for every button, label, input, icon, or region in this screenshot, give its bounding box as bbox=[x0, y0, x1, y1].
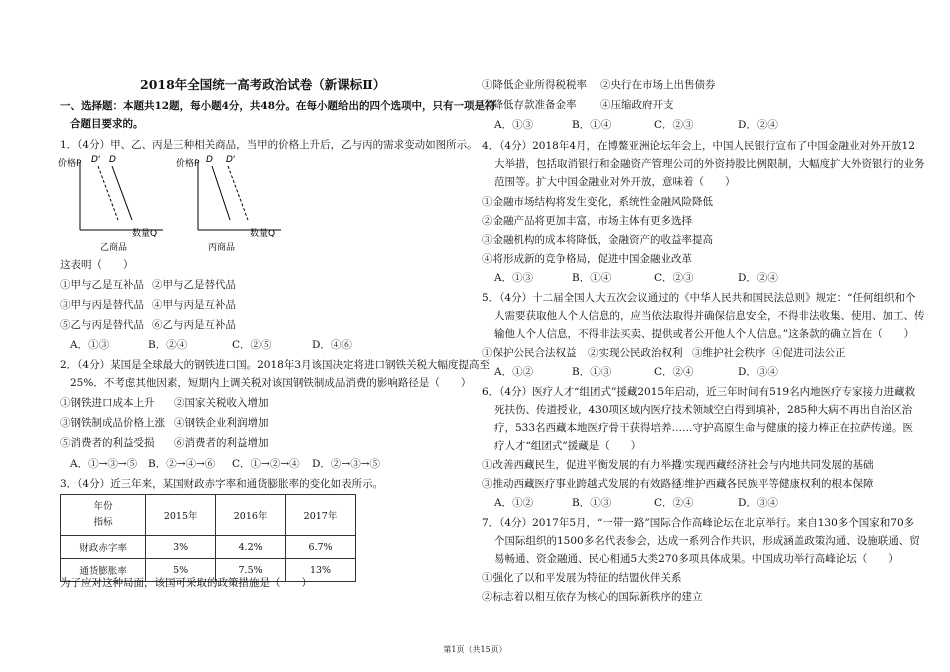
q1-choice-d: D．④⑥ bbox=[312, 339, 352, 351]
q1-right-caption: 丙商品 bbox=[208, 243, 236, 252]
q1-left-caption: 乙商品 bbox=[100, 243, 128, 252]
q2-choice-b: B．②→④→⑥ bbox=[148, 458, 216, 470]
q1-stem: 1．（4分）甲、乙、丙是三种相关商品，当甲的价格上升后，乙与丙的需求变动如图所示。 bbox=[60, 139, 478, 151]
q1-item-1: ①甲与乙是互补品 bbox=[60, 279, 144, 291]
q4-choice-a: A．①③ bbox=[494, 272, 534, 284]
table-row bbox=[61, 536, 356, 559]
q3-item-3: ③降低存款准备金率 bbox=[482, 99, 577, 111]
q1-right-curve2-label: D' bbox=[226, 155, 236, 165]
q4-stem-line3: 范围等。扩大中国金融业对外开放，意味着（ ） bbox=[494, 176, 736, 188]
q5-item-1: ①保护公民合法权益 bbox=[482, 347, 577, 359]
q6-item-4: ④维护西藏各民族平等健康权利的根本保障 bbox=[674, 478, 874, 490]
q7-item-2: ②标志着以相互依存为核心的国际新秩序的建立 bbox=[482, 591, 703, 603]
q3-year-2017: 2017年 bbox=[286, 495, 356, 536]
q3-choice-b: B．①④ bbox=[572, 119, 612, 131]
q3-choice-d: D．②④ bbox=[738, 119, 778, 131]
q5-choice-c: C．②④ bbox=[654, 366, 694, 378]
q6-stem-line1: 6．（4分）医疗人才“组团式”援藏2015年启动，近三年时间有519名内地医疗专家接力进藏救 bbox=[482, 386, 916, 398]
section-heading-line1: 一、选择题：本题共12题，每小题4分，共48分。在每小题给出的四个选项中，只有一项是符 bbox=[60, 100, 496, 112]
q4-item-3: ③金融机构的成本将降低，金融资产的收益率提高 bbox=[482, 234, 713, 246]
q6-item-1: ①改善西藏民生，促进平衡发展的有力举措 bbox=[482, 459, 682, 471]
page-title: 2018年全国统一高考政治试卷（新课标Ⅱ） bbox=[140, 77, 386, 92]
q6-stem-line4: 疗人才“组团式”援藏是（ ） bbox=[494, 440, 642, 452]
q3-row2-label: 通货膨胀率 bbox=[61, 559, 146, 582]
q3-table-corner bbox=[61, 495, 146, 536]
q6-stem-line3: 疗，533名西藏本地医疗骨干获得培养……守护高原生命与健康的接力棒正在拉萨传递。医 bbox=[494, 422, 914, 434]
q1-chart-right bbox=[176, 152, 286, 252]
q1-left-curve1-label: D' bbox=[91, 155, 101, 165]
q5-item-2: ②实现公民政治权利 bbox=[588, 347, 683, 359]
q1-tail: 这表明（ ） bbox=[60, 259, 134, 271]
q5-item-4: ④促进司法公正 bbox=[772, 347, 846, 359]
q5-stem-line3: 输他人个人信息，不得非法买卖、提供或者公开他人个人信息。”这条款的确立旨在（ ） bbox=[494, 328, 915, 340]
q1-item-5: ⑤乙与丙是替代品 bbox=[60, 319, 144, 331]
q3-year-2015: 2015年 bbox=[146, 495, 216, 536]
q1-left-xlabel: 数量Q bbox=[132, 229, 158, 239]
q1-left-curve2-label: D bbox=[109, 155, 116, 165]
q3-row2-val1: 5% bbox=[146, 559, 216, 582]
q7-item-1: ①强化了以和平发展为特征的结盟伙伴关系 bbox=[482, 572, 682, 584]
q1-left-curve-d bbox=[112, 166, 132, 220]
q3-row1-val1: 3% bbox=[146, 536, 216, 559]
q3-tail: 为了应对这种局面，该国可采取的政策措施是（ ） bbox=[60, 577, 312, 589]
q3-item-1: ①降低企业所得税税率 bbox=[482, 79, 587, 91]
q2-choice-d: D．②→③→⑤ bbox=[312, 458, 381, 470]
q4-stem-line2: 大举措，包括取消银行和金融资产管理公司的外资持股比例限制，大幅度扩大外资银行的业务 bbox=[494, 158, 925, 170]
q2-item-5: ⑤消费者的利益受损 bbox=[60, 437, 155, 449]
q3-table bbox=[60, 494, 356, 582]
q5-choice-d: D．③④ bbox=[738, 366, 778, 378]
q1-item-6: ⑥乙与丙是互补品 bbox=[152, 319, 236, 331]
q1-right-curve-d bbox=[212, 166, 230, 220]
q5-stem-line1: 5．（4分）十二届全国人大五次会议通过的《中华人民共和国民法总则》规定：“任何组织和个 bbox=[482, 292, 916, 304]
q6-item-3: ③推动西藏医疗事业跨越式发展的有效路径 bbox=[482, 478, 682, 490]
q3-row2-val2: 7.5% bbox=[216, 559, 286, 582]
q4-stem-line1: 4．（4分）2018年4月，在博鳌亚洲论坛年会上，中国人民银行宣布了中国金融业对外开放12 bbox=[482, 140, 915, 152]
q7-stem-line3: 易畅通、资金融通、民心相通5大类270多项具体成果。中国成功举行高峰论坛（ ） bbox=[494, 553, 899, 565]
q2-stem-line2: 25%．不考虑其他因素，短期内上调关税对该国钢铁制成品消费的影响路径是（ ） bbox=[70, 377, 472, 389]
q3-corner-top: 年份 bbox=[93, 501, 113, 512]
q5-item-3: ③维护社会秩序 bbox=[692, 347, 766, 359]
q1-right-curve1-label: D bbox=[206, 155, 213, 165]
q1-chart-left bbox=[58, 152, 168, 252]
q1-item-2: ②甲与乙是替代品 bbox=[152, 279, 236, 291]
q3-stem: 3．（4分）近三年来，某国财政赤字率和通货膨胀率的变化如表所示。 bbox=[60, 478, 384, 490]
q1-right-curve-dprime bbox=[228, 166, 248, 220]
q2-item-2: ②国家关税收入增加 bbox=[174, 397, 269, 409]
q1-item-3: ③甲与丙是替代品 bbox=[60, 299, 144, 311]
q1-choice-b: B．②④ bbox=[148, 339, 188, 351]
q4-choice-b: B．①④ bbox=[572, 272, 612, 284]
q1-left-ylabel: 价格P bbox=[58, 159, 82, 169]
q1-right-ylabel: 价格P bbox=[176, 159, 200, 169]
q1-choice-c: C．②⑤ bbox=[232, 339, 272, 351]
q6-item-2: ②实现西藏经济社会与内地共同发展的基础 bbox=[674, 459, 874, 471]
q5-choice-b: B．①③ bbox=[572, 366, 612, 378]
q3-choice-c: C．②③ bbox=[654, 119, 694, 131]
q3-corner-bottom: 指标 bbox=[93, 517, 113, 528]
q2-choice-c: C．①→②→④ bbox=[232, 458, 300, 470]
q3-row1-val2: 4.2% bbox=[216, 536, 286, 559]
q6-choice-b: B．①③ bbox=[572, 497, 612, 509]
q2-item-6: ⑥消费者的利益增加 bbox=[174, 437, 269, 449]
q4-item-4: ④将形成新的竞争格局，促进中国金融业改革 bbox=[482, 253, 692, 265]
q3-item-2: ②央行在市场上出售债券 bbox=[600, 79, 716, 91]
q2-item-4: ④钢铁企业利润增加 bbox=[174, 417, 269, 429]
q3-row1-val3: 6.7% bbox=[286, 536, 356, 559]
q4-item-2: ②金融产品将更加丰富，市场主体有更多选择 bbox=[482, 215, 692, 227]
q3-choice-a: A．①③ bbox=[494, 119, 534, 131]
q7-stem-line2: 个国际组织的1500多名代表参会，达成一系列合作共识，形成涵盖政策沟通、设施联通、贸 bbox=[494, 535, 920, 547]
q1-right-xlabel: 数量Q bbox=[250, 229, 276, 239]
q1-item-4: ④甲与丙是互补品 bbox=[152, 299, 236, 311]
q2-stem-line1: 2．（4分）某国是全球最大的钢铁进口国。2018年3月该国决定将进口钢铁关税大幅度提高至 bbox=[60, 359, 491, 371]
q2-choice-a: A．①→③→⑤ bbox=[70, 458, 138, 470]
page-footer: 第1页（共15页） bbox=[443, 645, 507, 654]
q1-choice-a: A．①③ bbox=[70, 339, 110, 351]
q4-item-1: ①金融市场结构将发生变化，系统性金融风险降低 bbox=[482, 196, 713, 208]
q2-item-1: ①钢铁进口成本上升 bbox=[60, 397, 155, 409]
q4-choice-c: C．②③ bbox=[654, 272, 694, 284]
q3-table-header-row bbox=[61, 495, 356, 536]
q3-row2-val3: 13% bbox=[286, 559, 356, 582]
q3-row1-label: 财政赤字率 bbox=[61, 536, 146, 559]
q3-year-2016: 2016年 bbox=[216, 495, 286, 536]
q6-choice-a: A．①② bbox=[494, 497, 534, 509]
q6-choice-d: D．③④ bbox=[738, 497, 778, 509]
q6-stem-line2: 死扶伤、传道授业，430项区域内医疗技术领域空白得到填补，285种大病不再出自治区治 bbox=[494, 404, 913, 416]
q5-choice-a: A．①② bbox=[494, 366, 534, 378]
q4-choice-d: D．②④ bbox=[738, 272, 778, 284]
q6-choice-c: C．②④ bbox=[654, 497, 694, 509]
q3-item-4: ④压缩政府开支 bbox=[600, 99, 674, 111]
q2-item-3: ③钢铁制成品价格上涨 bbox=[60, 417, 165, 429]
section-heading-line2: 合题目要求的。 bbox=[70, 118, 144, 130]
q7-stem-line1: 7．（4分）2017年5月，“一带一路”国际合作高峰论坛在北京举行。来自130多个国家和70多 bbox=[482, 517, 915, 529]
q5-stem-line2: 人需要获取他人个人信息的，应当依法取得并确保信息安全，不得非法收集、使用、加工、传 bbox=[494, 310, 925, 322]
